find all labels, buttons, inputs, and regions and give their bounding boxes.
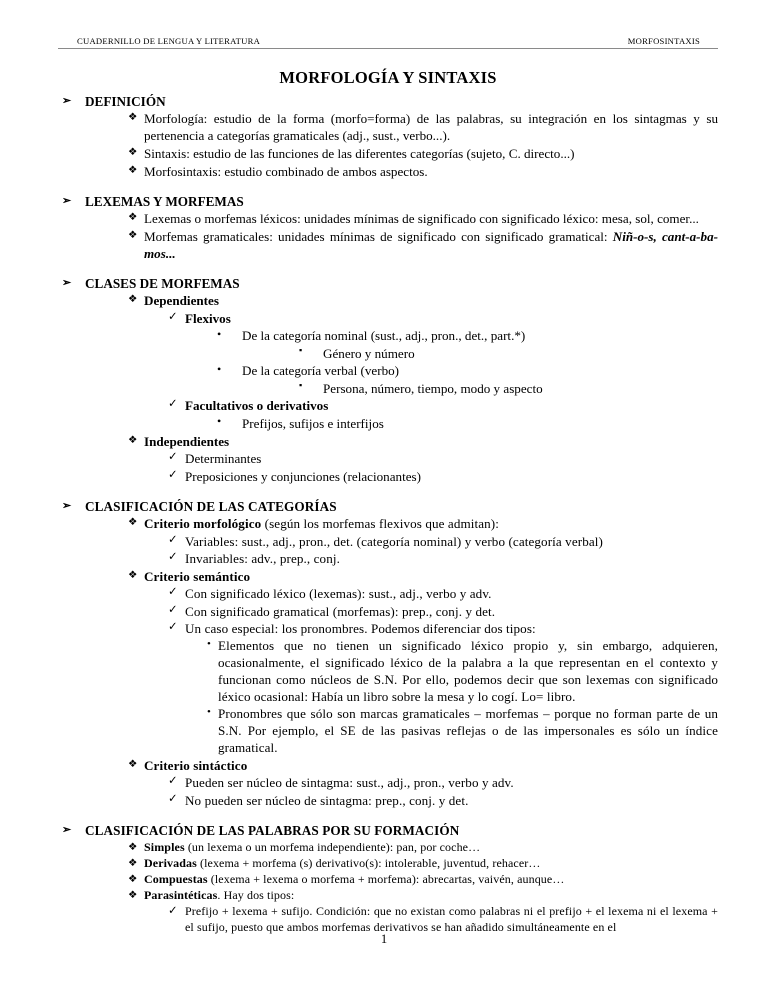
morfemas-text: Morfemas gramaticales: unidades mínimas de significado con significado gramatical:	[144, 228, 613, 244]
floret-bullet-icon: ❖	[128, 164, 138, 176]
criterio-sintactico-label: Criterio sintáctico	[144, 757, 248, 773]
criterio-semantico-label: Criterio semántico	[144, 568, 251, 584]
facultativos-items	[185, 415, 718, 432]
check-bullet-icon: ✓	[168, 603, 178, 616]
floret-bullet-icon: ❖	[128, 294, 138, 306]
subheading-independientes: Independientes	[144, 433, 230, 449]
simples-desc: (un lexema o un morfema independiente): pan, por coche…	[184, 839, 481, 854]
section-heading-clasif-formacion: CLASIFICACIÓN DE LAS PALABRAS POR SU FORMACIÓN	[85, 822, 460, 838]
section-definicion	[62, 93, 718, 180]
list-item	[207, 705, 718, 756]
check-bullet-icon: ✓	[168, 468, 178, 481]
section-clasificacion-categorias	[62, 498, 718, 809]
arrow-bullet-icon: ➢	[62, 823, 72, 836]
list-item	[128, 145, 718, 162]
derivadas-label: Derivadas	[144, 855, 197, 870]
compuestas-desc: (lexema + lexema o morfema + morfema): abrecartas, vaivén, aunque…	[207, 871, 565, 886]
page-title: MORFOLOGÍA Y SINTAXIS	[279, 68, 497, 87]
morfemas-examples: Niñ-o-s, cant-a-ba-mos...	[144, 228, 718, 261]
list-item	[128, 433, 718, 485]
list-item	[128, 856, 718, 872]
floret-bullet-icon: ❖	[128, 112, 138, 124]
variables: Variables: sust., adj., pron., det. (categoría nominal) y verbo (categoría verbal)	[185, 533, 603, 549]
header-left-text: CUADERNILLO DE LENGUA Y LITERATURA	[77, 36, 261, 46]
significado-lexico: Con significado léxico (lexemas): sust., adj., verbo y adv.	[185, 586, 492, 602]
pronombres-items	[185, 637, 718, 756]
pronombres-tipo-2: Pronombres que sólo son marcas gramaticales – morfemas – porque no forman parte de un S.N. Por ejemplo, el SE de las pasivas reflejas o de las impersonales es sólo un índice gramatical.	[218, 706, 718, 756]
disc-bullet-icon: •	[217, 414, 222, 429]
list-item	[128, 515, 718, 567]
list-item	[217, 362, 718, 397]
floret-bullet-icon: ❖	[128, 873, 138, 885]
floret-bullet-icon: ❖	[128, 229, 138, 241]
floret-bullet-icon: ❖	[128, 569, 138, 581]
compuestas-label: Compuestas	[144, 871, 208, 886]
list-item	[128, 228, 718, 262]
page-number: 1	[380, 932, 388, 946]
criterio-morfologico-label: Criterio morfológico	[144, 516, 262, 532]
subheading-dependientes: Dependientes	[144, 293, 219, 309]
categoria-nominal: De la categoría nominal (sust., adj., pron., det., part.*)	[242, 328, 526, 344]
floret-bullet-icon: ❖	[128, 212, 138, 224]
parasinteticas-tipo-1: Prefijo + lexema + sufijo. Condición: que no existan como palabras ni el prefijo + el lexema ni el lexema + el sufijo, puesto que ambos morfemas derivativos se han añadido simultáneamente en el	[185, 904, 718, 934]
parasinteticas-desc: . Hay dos tipos:	[217, 887, 295, 902]
list-item	[168, 904, 718, 935]
list-item	[128, 568, 718, 757]
parasinteticas-items	[144, 904, 718, 935]
morfemas-gramaticales-definition	[144, 228, 718, 262]
check-bullet-icon: ✓	[168, 792, 178, 805]
definicion-morfosintaxis: Morfosintaxis: estudio combinado de ambos aspectos.	[144, 163, 428, 179]
disc-bullet-icon: •	[207, 705, 211, 718]
pronombres-tipo-1: Elementos que no tienen un significado léxico propio y, sin embargo, adquieren, ocasionalmente, el significado léxico de la palabra a la que representan en el contexto y funcionan como núcleos de S.N. Por ello, podemos decir que son lexemas con significado léxico ocasional: Había un libro sobre la mesa y lo cogí. Lo= libro.	[218, 638, 718, 705]
list-item	[217, 327, 718, 362]
floret-bullet-icon: ❖	[128, 841, 138, 853]
list-item	[128, 840, 718, 856]
section-heading-clases-morfemas: CLASES DE MORFEMAS	[85, 275, 240, 291]
list-item	[207, 637, 718, 705]
list-item	[128, 110, 718, 144]
disc-bullet-icon: •	[217, 361, 222, 376]
categoria-verbal: De la categoría verbal (verbo)	[242, 363, 400, 379]
criterio-morfologico-note: (según los morfemas flexivos que admitan):	[261, 516, 499, 532]
check-bullet-icon: ✓	[168, 451, 178, 464]
list-item	[128, 872, 718, 888]
significado-gramatical: Con significado gramatical (morfemas): prep., conj. y det.	[185, 603, 496, 619]
categoria-nominal-items	[242, 345, 718, 362]
independientes-items	[144, 450, 718, 485]
genero-y-numero: Género y número	[323, 345, 415, 361]
persona-numero-tiempo: Persona, número, tiempo, modo y aspecto	[323, 380, 543, 396]
disc-bullet-icon: •	[217, 326, 222, 341]
lexemas-items	[85, 210, 718, 262]
list-item	[168, 397, 718, 432]
floret-bullet-icon: ❖	[128, 857, 138, 869]
subheading-flexivos: Flexivos	[185, 310, 231, 326]
floret-bullet-icon: ❖	[128, 758, 138, 770]
floret-bullet-icon: ❖	[128, 434, 138, 446]
parasinteticas-label: Parasintéticas	[144, 887, 218, 902]
clasif-formacion-items	[85, 840, 718, 936]
header-right-text: MORFOSINTAXIS	[627, 36, 700, 46]
square-bullet-icon: ▪	[299, 345, 303, 356]
section-lexemas-y-morfemas	[62, 193, 718, 262]
list-item	[128, 210, 718, 227]
floret-bullet-icon: ❖	[128, 146, 138, 158]
section-heading-lexemas: LEXEMAS Y MORFEMAS	[85, 193, 244, 209]
list-item	[168, 603, 718, 620]
check-bullet-icon: ✓	[168, 398, 178, 411]
list-item	[168, 450, 718, 467]
pueden-ser-nucleo: Pueden ser núcleo de sintagma: sust., adj., pron., verbo y adv.	[185, 775, 514, 791]
clases-morfemas-items	[85, 292, 718, 484]
disc-bullet-icon: •	[207, 637, 211, 650]
section-clases-de-morfemas	[62, 275, 718, 485]
criterio-sintactico-items	[144, 774, 718, 809]
lexemas-definition: Lexemas o morfemas léxicos: unidades mínimas de significado con significado léxico: mesa, sol, comer...	[144, 211, 699, 227]
square-bullet-icon: ▪	[299, 380, 303, 391]
definicion-morfologia: Morfología: estudio de la forma (morfo=forma) de las palabras, su integración en los sintagmas y su pertenencia a categorías gramaticales (adj., sust., verbo...).	[144, 111, 718, 144]
list-item	[168, 792, 718, 809]
list-item	[128, 888, 718, 935]
running-header	[58, 36, 718, 49]
dependientes-items	[144, 310, 718, 432]
criterio-morfologico-items	[144, 533, 718, 568]
subheading-facultativos: Facultativos o derivativos	[185, 398, 329, 414]
flexivos-items	[185, 327, 718, 397]
list-item	[168, 550, 718, 567]
check-bullet-icon: ✓	[168, 551, 178, 564]
list-item	[299, 345, 718, 362]
document-outline	[58, 93, 718, 935]
check-bullet-icon: ✓	[168, 905, 178, 917]
arrow-bullet-icon: ➢	[62, 276, 72, 289]
list-item	[128, 163, 718, 180]
section-heading-definicion: DEFINICIÓN	[85, 93, 166, 109]
check-bullet-icon: ✓	[168, 775, 178, 788]
check-bullet-icon: ✓	[168, 586, 178, 599]
simples-label: Simples	[144, 839, 185, 854]
list-item	[168, 585, 718, 602]
arrow-bullet-icon: ➢	[62, 194, 72, 207]
preposiciones-conjunciones: Preposiciones y conjunciones (relacionantes)	[185, 468, 421, 484]
section-heading-clasif-categorias: CLASIFICACIÓN DE LAS CATEGORÍAS	[85, 498, 337, 514]
check-bullet-icon: ✓	[168, 533, 178, 546]
list-item	[299, 380, 718, 397]
floret-bullet-icon: ❖	[128, 889, 138, 901]
prefijos-sufijos-interfijos: Prefijos, sufijos e interfijos	[242, 415, 384, 431]
derivadas-desc: (lexema + morfema (s) derivativo(s): intolerable, juventud, rehacer…	[196, 855, 541, 870]
check-bullet-icon: ✓	[168, 310, 178, 323]
caso-especial-pronombres: Un caso especial: los pronombres. Podemos diferenciar dos tipos:	[185, 621, 536, 637]
arrow-bullet-icon: ➢	[62, 499, 72, 512]
clasif-categorias-items	[85, 515, 718, 809]
check-bullet-icon: ✓	[168, 621, 178, 634]
list-item	[168, 774, 718, 791]
floret-bullet-icon: ❖	[128, 517, 138, 529]
list-item	[168, 620, 718, 756]
criterio-semantico-items	[144, 585, 718, 756]
list-item	[128, 292, 718, 432]
section-clasificacion-formacion	[62, 822, 718, 935]
list-item	[168, 533, 718, 550]
categoria-verbal-items	[242, 380, 718, 397]
definicion-sintaxis: Sintaxis: estudio de las funciones de las diferentes categorías (sujeto, C. directo...)	[144, 145, 575, 161]
definicion-items	[85, 110, 718, 179]
list-item	[168, 310, 718, 397]
arrow-bullet-icon: ➢	[62, 94, 72, 107]
no-pueden-ser-nucleo: No pueden ser núcleo de sintagma: prep., conj. y det.	[185, 792, 469, 808]
list-item	[168, 468, 718, 485]
invariables: Invariables: adv., prep., conj.	[185, 551, 340, 567]
determinantes: Determinantes	[185, 451, 262, 467]
list-item	[128, 757, 718, 809]
list-item	[217, 415, 718, 432]
